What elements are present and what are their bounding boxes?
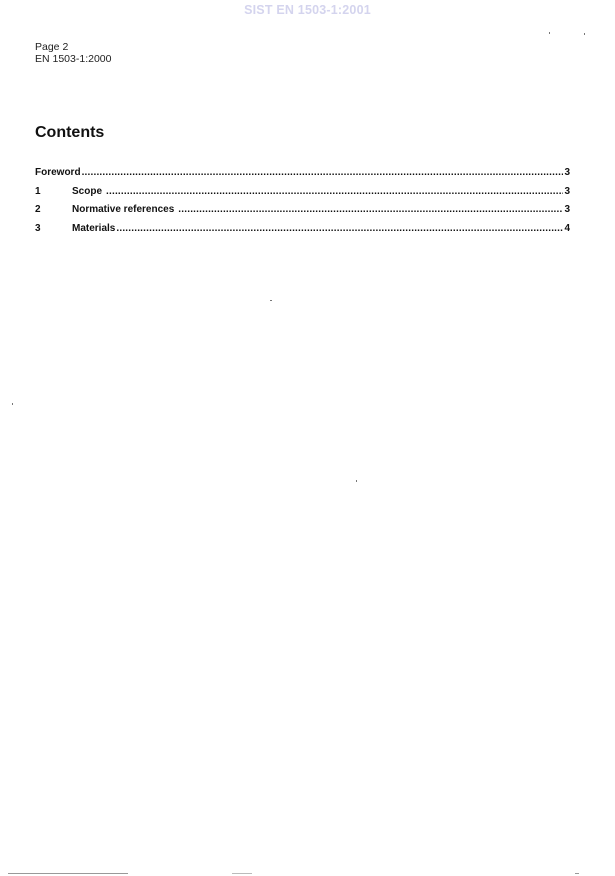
page-number: Page 2 — [35, 41, 69, 53]
toc-entry-normative-references[interactable] — [35, 204, 570, 223]
scan-speck — [270, 300, 272, 301]
toc-entry-materials[interactable] — [35, 223, 570, 242]
toc-entry-scope[interactable] — [35, 186, 570, 205]
toc-entry-title: Materials — [72, 222, 116, 234]
toc-entry-title: Normative references — [72, 204, 175, 215]
watermark: SIST EN 1503-1:2001 — [244, 3, 371, 17]
dot-leader — [106, 186, 563, 197]
toc-entry-page: 4 — [564, 222, 570, 234]
toc-entry-page: 3 — [564, 185, 570, 197]
standard-id: EN 1503-1:2000 — [35, 53, 112, 65]
contents-heading: Contents — [35, 124, 105, 141]
scan-speck — [584, 33, 585, 35]
scan-speck — [356, 480, 357, 482]
toc-entry-foreword[interactable] — [35, 167, 570, 186]
table-of-contents — [35, 167, 570, 241]
footer-rule — [232, 873, 252, 874]
toc-entry-number: 2 — [35, 204, 41, 215]
toc-entry-title: Foreword — [35, 167, 81, 178]
toc-entry-page: 3 — [564, 204, 570, 215]
footer-rule — [8, 873, 128, 874]
dot-leader — [82, 167, 564, 178]
page-header — [35, 41, 111, 65]
toc-entry-number: 1 — [35, 185, 41, 197]
toc-entry-title: Scope — [72, 185, 103, 197]
dot-leader — [178, 204, 563, 215]
toc-entry-page: 3 — [564, 167, 570, 178]
toc-entry-number: 3 — [35, 222, 41, 234]
dot-leader — [116, 223, 563, 234]
footer-rule — [575, 873, 579, 874]
scan-speck — [12, 403, 13, 405]
scan-speck — [549, 32, 550, 34]
